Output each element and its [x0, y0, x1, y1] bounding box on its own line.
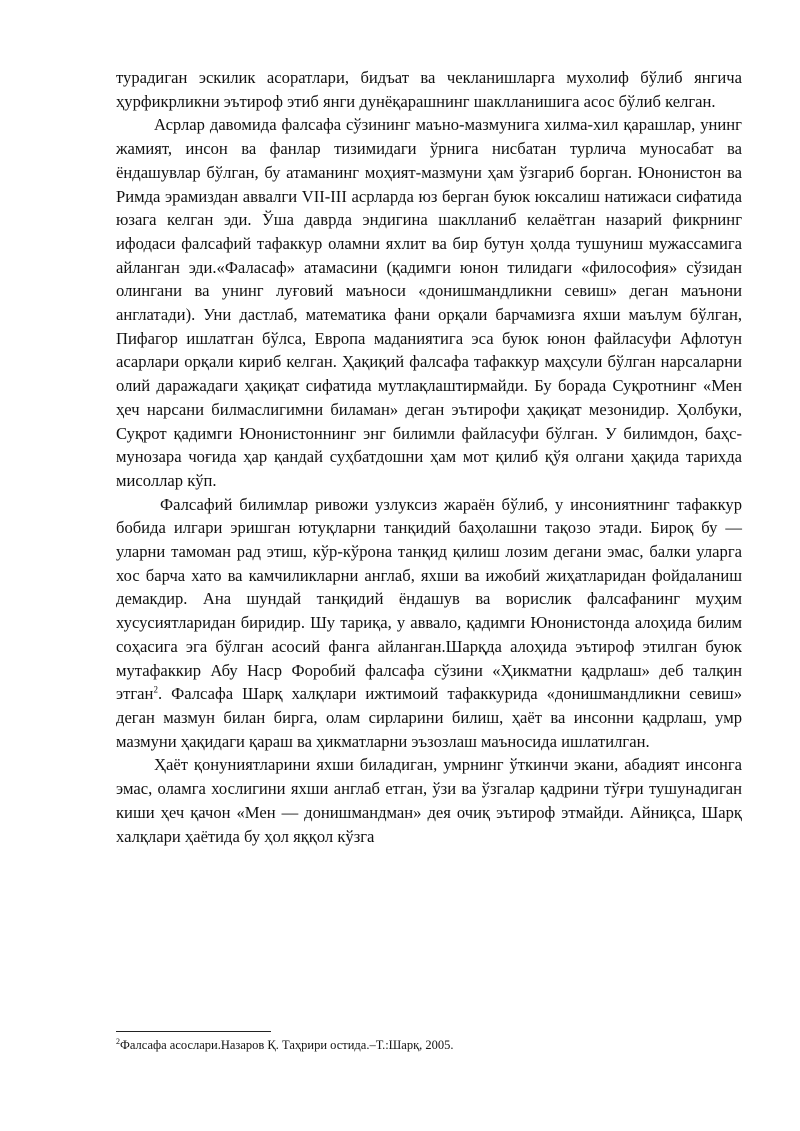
paragraph-3 [116, 493, 742, 754]
body-text [116, 66, 742, 848]
footnote-reference[interactable]: 2 [153, 684, 158, 695]
paragraph-2: Асрлар давомида фалсафа сўзининг маъно-мазмунига хилма-хил қарашлар, унинг жамият, инсон ва фанлар тизимидаги ўрнига нисбатан турлича муносабат ва ёндашувлар бўлган, бу атаманинг моҳият-мазмуни ҳам ўзгариб борган. Юнонистон ва Римда эрамиздан аввалги VII-III асрларда юз берган буюк юксалиш натижаси сифатида юзага келган эди. Ўша даврда эндигина шаклланиб келаётган назарий фикрнинг ифодаси фалсафий тафаккур оламни яхлит ва бир бутун ҳолда тушуниш мужассамига айланган эди.«Фаласаф» атамасини (қадимги юнон тилидаги «философия» сўзидан олингани ва унинг луғовий маъноси «донишмандликни севиш» деган маънони англатади). Уни дастлаб, математика фани орқали барчамизга яхши маълум бўлган, Пифагор ишлатган бўлса, Европа маданиятига эса буюк юнон файласуфи Афлотун асарлари орқали кириб келган. Ҳақиқий фалсафа тафаккур маҳсули бўлган нарсаларни олий даражадаги ҳақиқат сифатида мутлақлаштирмайди. Бу борада Суқротнинг «Мен ҳеч нарсани билмаслигимни биламан» деган эътирофи ҳақиқат мезонидир. Ҳолбуки, Суқрот қадимги Юнонистоннинг энг билимли файласуфи бўлган. У билимдон, баҳс-мунозара чоғида ҳар қандай суҳбатдошни ҳам мот қилиб қўя олгани ҳақида тарихда мисоллар кўп. [116, 115, 742, 490]
footnote-number: 2 [116, 1036, 120, 1046]
paragraph-4: Ҳаёт қонуниятларини яхши биладиган, умрнинг ўткинчи экани, абадият инсонга эмас, оламга хослигини яхши англаб етган, ўзи ва ўзгалар қадрини тўғри тушунадиган киши ҳеч қачон «Мен — донишмандман» дея очиқ эътироф этмайди. Айниқса, Шарқ халқлари ҳаётида бу ҳол яққол кўзга [116, 755, 742, 846]
footnote-text: Фалсафа асослари.Назаров Қ. Таҳрири остида.–Т.:Шарқ, 2005. [120, 1038, 454, 1052]
footnote [116, 1037, 742, 1053]
paragraph-3-text-after-note: . Фалсафа Шарқ халқлари ижтимоий тафаккурида «донишмандликни севиш» деган мазмун билан бирга, олам сирларини билиш, ҳаёт ва инсонни қадрлаш, умр мазмуни ҳақидаги қараш ва ҳикматларни эъзозлаш маъносида ишлатилган. [116, 684, 742, 751]
paragraph-3-text-before-note: Фалсафий билимлар ривожи узлуксиз жараён бўлиб, у инсониятнинг тафаккур бобида илгари эришган ютуқларни танқидий баҳолашни тақозо этади. Бироқ бу — уларни тамоман рад этиш, кўр-кўрона танқид қилиш лозим дегани эмас, балки уларга хос барча хато ва камчиликларни англаб, яхши ва ижобий жиҳатларидан фойдаланиш демакдир. Ана шундай танқидий ёндашув ва ворислик фалсафанинг муҳим хусусиятларидан биридир. Шу тариқа, у аввало, қадимги Юнонистонда алоҳида билим соҳасига эга бўлган асосий фанга айланган.Шарқда алоҳида эътироф этилган буюк мутафаккир Абу Наср Форобий фалсафа сўзини «Ҳикматни қадрлаш» деб талқин этган [116, 494, 742, 704]
paragraph-1: турадиган эскилик асоратлари, бидъат ва чекланишларга мухолиф бўлиб янгича ҳурфикрликни эътироф этиб янги дунёқарашнинг шаклланишига асос бўлиб келган. [116, 68, 742, 111]
footnote-separator [116, 1031, 271, 1032]
